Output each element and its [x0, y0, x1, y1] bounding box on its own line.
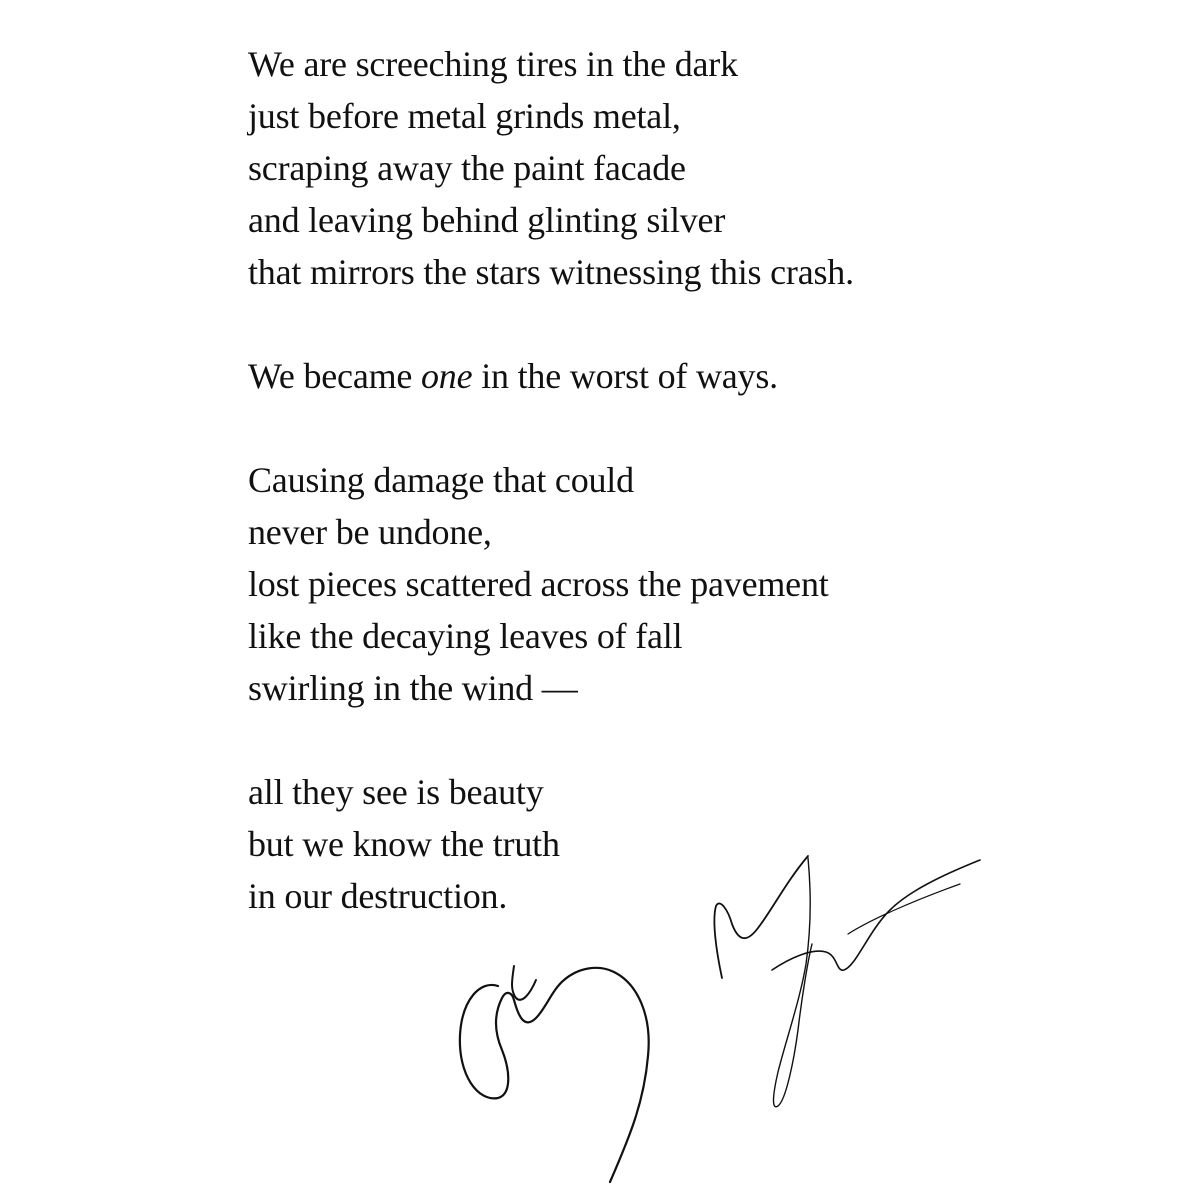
poem-line: never be undone,: [248, 512, 492, 552]
poem-line: Causing damage that could: [248, 460, 634, 500]
poem-line: scraping away the paint facade: [248, 148, 686, 188]
signature-icon: [440, 840, 1000, 1200]
poem-line: all they see is beauty: [248, 772, 544, 812]
poem-line: like the decaying leaves of fall: [248, 616, 683, 656]
poem-line-start: We became: [248, 356, 421, 396]
poem-line: lost pieces scattered across the pavement: [248, 564, 829, 604]
stanza-1: [248, 38, 1048, 298]
poem-line: but we know the truth: [248, 824, 560, 864]
poem-line-end: in the worst of ways.: [472, 356, 778, 396]
stanza-3: [248, 454, 1048, 714]
poem-line: [248, 350, 1048, 402]
poem-line: just before metal grinds metal,: [248, 96, 681, 136]
poem-line: that mirrors the stars witnessing this crash.: [248, 252, 854, 292]
poem-line: We are screeching tires in the dark: [248, 44, 738, 84]
emphasized-word: one: [421, 356, 473, 396]
poem-line: in our destruction.: [248, 876, 508, 916]
poem-body: [248, 38, 1048, 974]
poem-line: and leaving behind glinting silver: [248, 200, 726, 240]
poem-line: swirling in the wind —: [248, 668, 578, 708]
stanza-2: [248, 350, 1048, 402]
